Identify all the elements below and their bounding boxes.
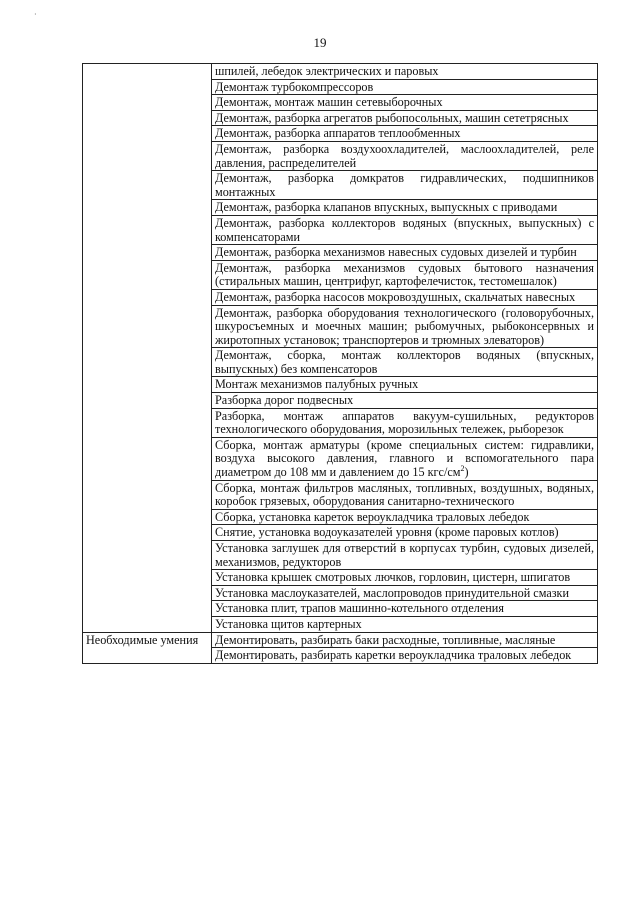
table-cell: Разборка дорог подвесных xyxy=(212,393,598,409)
table-cell: Демонтаж, разборка воздухоохладителей, маслоохладителей, реле давления, распределителей xyxy=(212,141,598,170)
table-cell: шпилей, лебедок электрических и паровых xyxy=(212,64,598,80)
table-row xyxy=(83,632,598,648)
table-cell: Установка плит, трапов машинно-котельного отделения xyxy=(212,601,598,617)
superscript: 2 xyxy=(460,463,465,473)
left-section-1-label xyxy=(83,64,212,633)
table-cell: Установка щитов картерных xyxy=(212,616,598,632)
table-cell: Демонтаж, разборка оборудования технологического (головорубочных, шкуросъемных и моечных машин; рыбомучных, рыбоконсервных и жиротопных установок; транспортеров и трюмных элеваторов) xyxy=(212,305,598,348)
table-cell: Демонтаж, разборка клапанов впускных, выпускных с приводами xyxy=(212,200,598,216)
table-cell: Установка маслоуказателей, маслопроводов принудительной смазки xyxy=(212,585,598,601)
table-cell: Демонтаж, разборка насосов мокровоздушных, скальчатых навесных xyxy=(212,289,598,305)
table-cell xyxy=(212,437,598,480)
table-cell: Монтаж механизмов палубных ручных xyxy=(212,377,598,393)
left-section-2-label: Необходимые умения xyxy=(83,632,212,663)
table-cell: Демонтаж турбокомпрессоров xyxy=(212,79,598,95)
cell-text: Сборка, монтаж арматуры (кроме специальных систем: гидравлики, воздуха высокого давления, главного и вспомогательного пара диаметром до 108 мм и давлением до 15 кгс/см xyxy=(215,437,594,480)
table-cell: Демонтаж, разборка агрегатов рыбопосольных, машин сететрясных xyxy=(212,110,598,126)
table-cell: Разборка, монтаж аппаратов вакуум-сушильных, редукторов технологического оборудования, морозильных тележек, рыборезок xyxy=(212,408,598,437)
table-cell: Демонтаж, разборка аппаратов теплообменных xyxy=(212,126,598,142)
table-cell: Установка заглушек для отверстий в корпусах турбин, судовых дизелей, механизмов, редукторов xyxy=(212,541,598,570)
table-cell: Сборка, установка кареток вероукладчика траловых лебедок xyxy=(212,509,598,525)
table-body xyxy=(83,64,598,664)
table-cell: Демонтировать, разбирать баки расходные, топливные, масляные xyxy=(212,632,598,648)
table-cell: Демонтаж, разборка домкратов гидравлических, подшипников монтажных xyxy=(212,171,598,200)
table-cell: Установка крышек смотровых лючков, горловин, цистерн, шпигатов xyxy=(212,570,598,586)
table-cell: Сборка, монтаж фильтров масляных, топливных, воздушных, водяных, коробок грязевых, оборудования санитарно-технического xyxy=(212,480,598,509)
table-cell: Демонтаж, разборка механизмов навесных судовых дизелей и турбин xyxy=(212,245,598,261)
closing-paren: ) xyxy=(464,465,469,480)
table-cell: Снятие, установка водоуказателей уровня (кроме паровых котлов) xyxy=(212,525,598,541)
table-cell: Демонтаж, разборка коллекторов водяных (впускных, выпускных) с компенсаторами xyxy=(212,215,598,244)
table-cell: Демонтаж, монтаж машин сетевыборочных xyxy=(212,95,598,111)
corner-mark: · xyxy=(34,10,37,19)
table-cell: Демонтировать, разбирать каретки вероукладчика траловых лебедок xyxy=(212,648,598,664)
table-cell: Демонтаж, разборка механизмов судовых бытового назначения (стиральных машин, центрифуг, картофелечисток, тестомешалок) xyxy=(212,260,598,289)
table-cell: Демонтаж, сборка, монтаж коллекторов водяных (впускных, выпускных) без компенсаторов xyxy=(212,348,598,377)
page-number: 19 xyxy=(313,35,327,50)
requirements-table xyxy=(82,63,598,664)
table-row xyxy=(83,64,598,80)
